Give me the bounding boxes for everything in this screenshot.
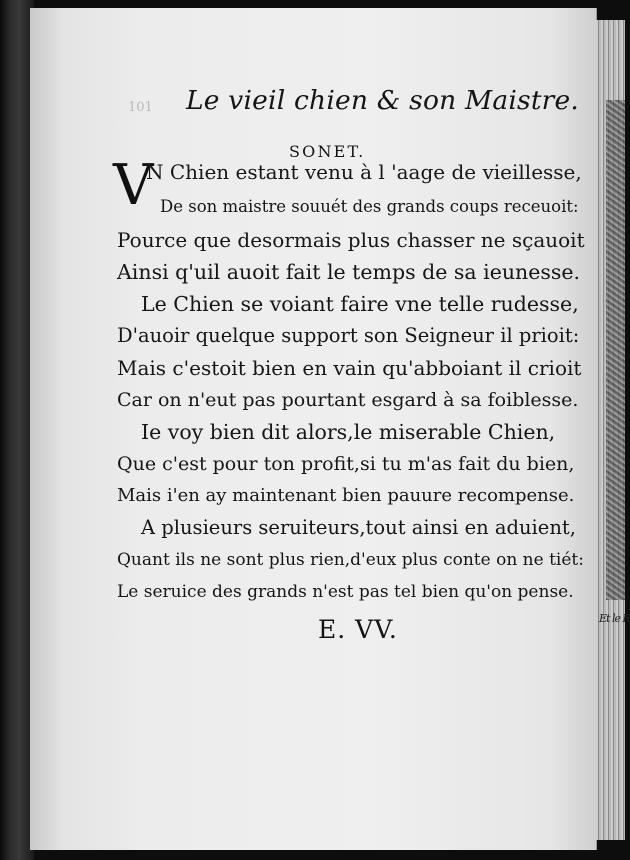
poem-signature: E. VV.: [318, 615, 398, 644]
poem-line: Le Chien se voiant faire vne telle rudesse,: [141, 292, 579, 316]
poem-line: Ainsi q'uil auoit fait le temps de sa ieunesse.: [117, 260, 581, 284]
poem-line: D'auoir quelque support son Seigneur il prioit:: [117, 324, 580, 347]
poem-line: Mais i'en ay maintenant bien pauure recompense.: [117, 485, 575, 506]
poem-line: Car on n'eut pas pourtant esgard à sa foiblesse.: [117, 389, 579, 411]
poem-heading: SONET.: [289, 142, 366, 161]
poem-line: A plusieurs seruiteurs,tout ainsi en aduient,: [141, 516, 576, 539]
poem-line: Pource que desormais plus chasser ne sçauoit: [117, 228, 585, 252]
running-title: Le vieil chien & son Maistre.: [186, 85, 580, 116]
book-spine-shadow: [0, 0, 34, 860]
poem-line: N Chien estant venu à l 'aage de vieillesse,: [146, 160, 582, 184]
poem-line: De son maistre souuét des grands coups receuoit:: [160, 197, 579, 216]
facing-page-text: Et le R: [599, 612, 630, 625]
poem-line: Que c'est pour ton profit,si tu m'as fait du bien,: [117, 453, 575, 475]
facing-page-engraving: [606, 100, 625, 600]
bleed-through-page-number: 101: [128, 100, 153, 115]
poem-line: Le seruice des grands n'est pas tel bien qu'on pense.: [117, 582, 574, 602]
poem-line: Ie voy bien dit alors,le miserable Chien,: [141, 420, 556, 444]
poem-line: Quant ils ne sont plus rien,d'eux plus conte on ne tiét:: [117, 550, 584, 570]
drop-cap-initial: V: [113, 153, 154, 218]
poem-line: Mais c'estoit bien en vain qu'abboiant il crioit: [117, 356, 582, 380]
